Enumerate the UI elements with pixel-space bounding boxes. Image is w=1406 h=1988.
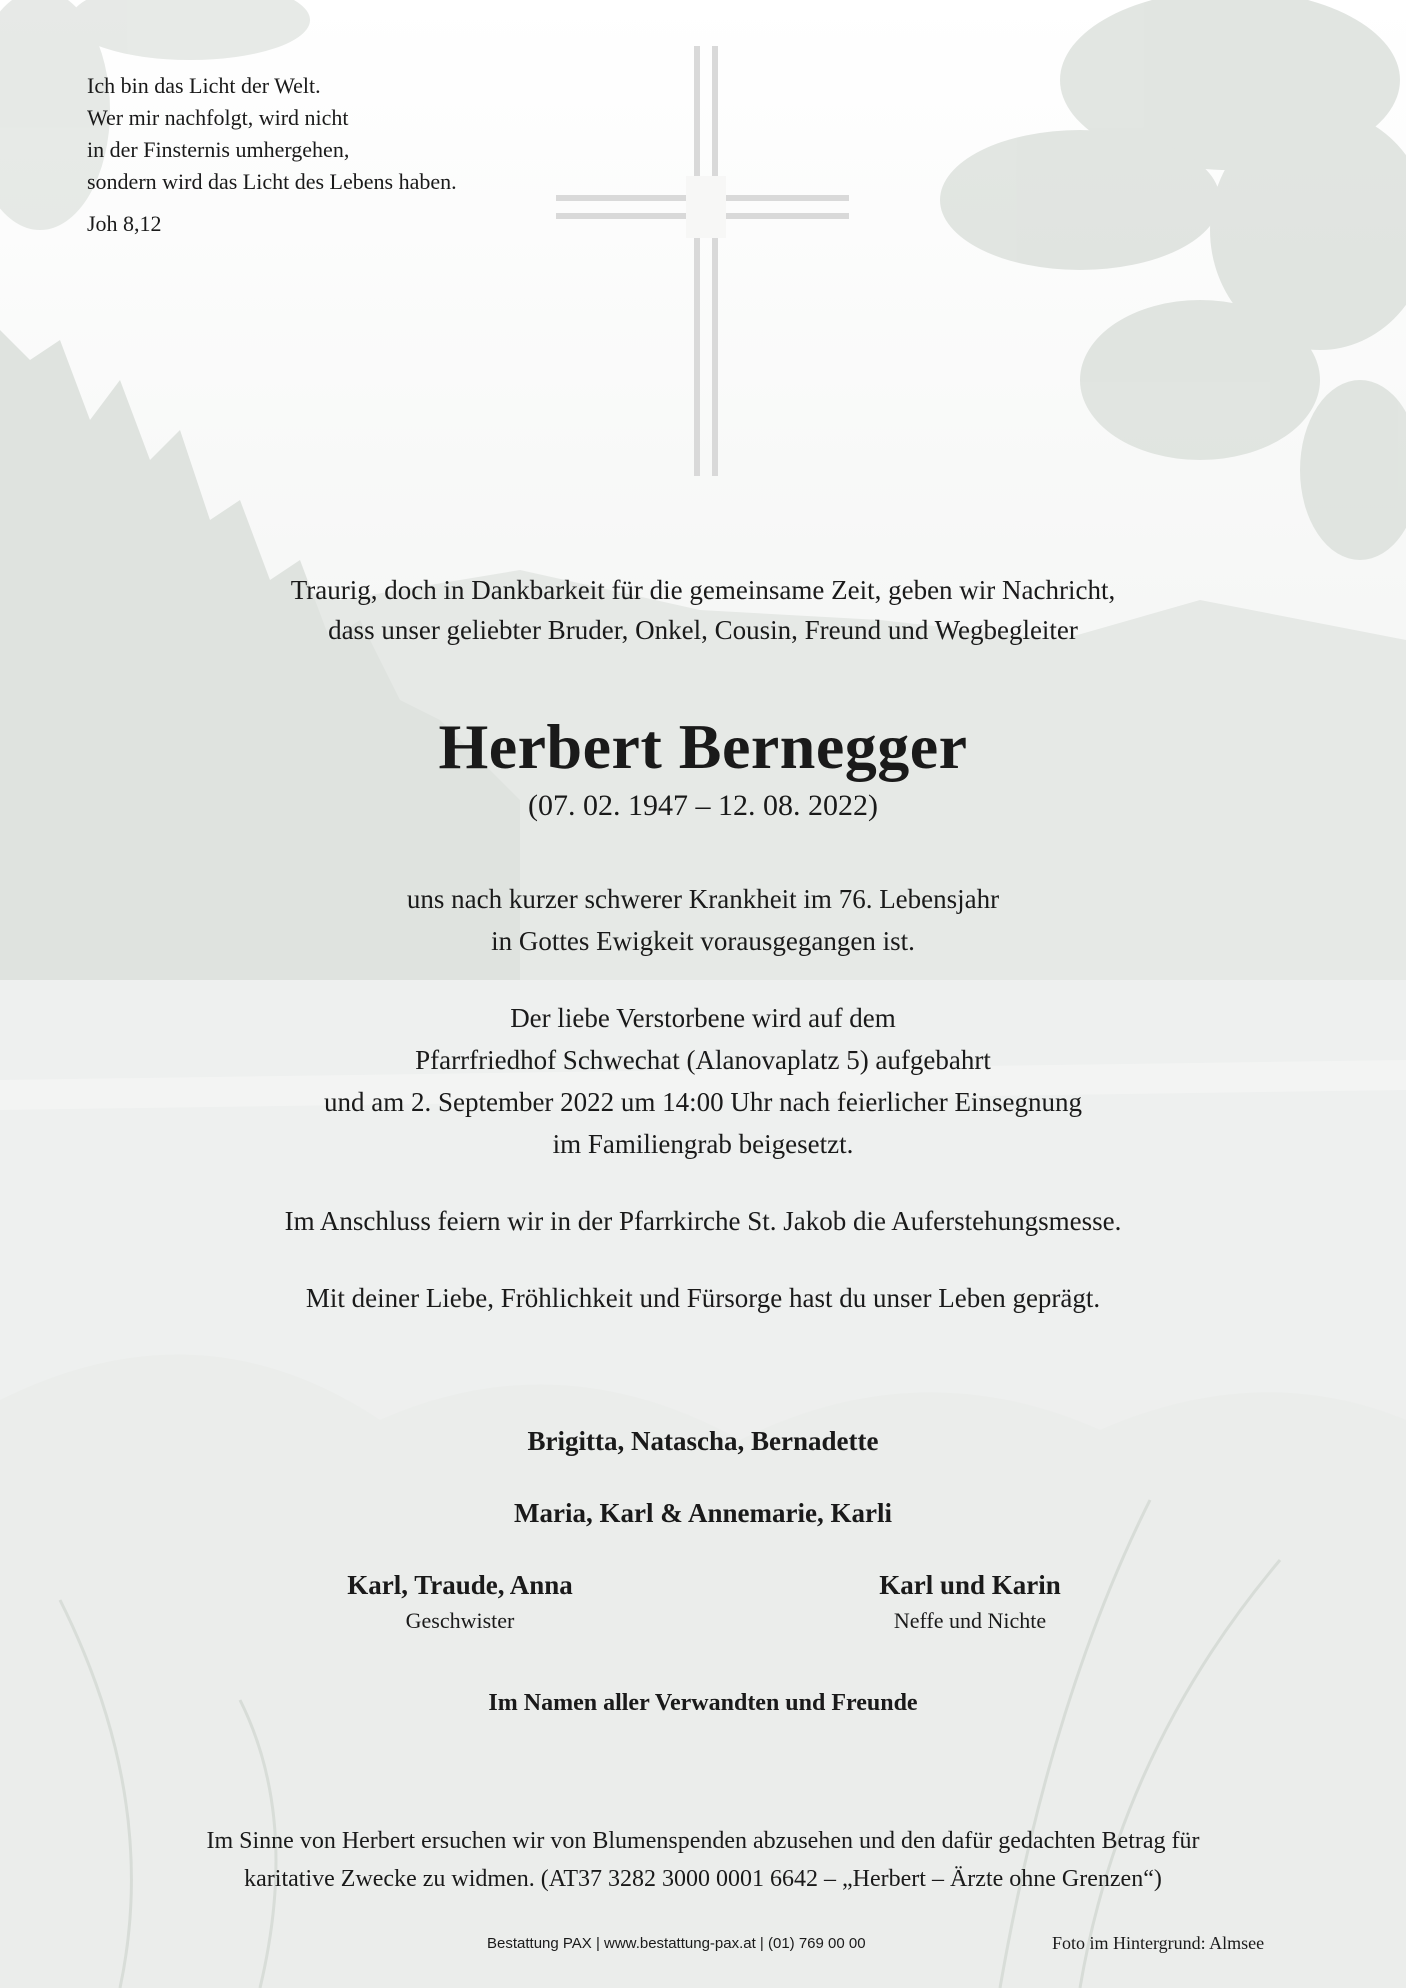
deceased-name: Herbert Bernegger	[438, 711, 968, 782]
donation-line: Im Sinne von Herbert ersuchen wir von Blumenspenden abzusehen und den dafür gedachten Betrag für	[206, 1828, 1200, 1854]
paragraph-line: uns nach kurzer schwerer Krankheit im 76. Lebensjahr	[406, 884, 1000, 914]
family-names-siblings: Karl, Traude, Anna	[347, 1570, 573, 1600]
family-names-nephew-niece: Karl und Karin	[879, 1570, 1061, 1600]
paragraph-line: Pfarrfriedhof Schwechat (Alanovaplatz 5) aufgebahrt	[415, 1045, 991, 1075]
verse-line: sondern wird das Licht des Lebens haben.	[87, 169, 457, 194]
cross-icon	[556, 46, 849, 476]
closing-line: Im Namen aller Verwandten und Freunde	[488, 1690, 918, 1716]
verse-line: Ich bin das Licht der Welt.	[87, 73, 321, 98]
family-names-1: Brigitta, Natascha, Bernadette	[527, 1426, 879, 1456]
verse-line: in der Finsternis umhergehen,	[87, 137, 350, 162]
family-relation-nephew-niece: Neffe und Nichte	[893, 1608, 1047, 1633]
bible-verse	[87, 70, 457, 240]
paragraph-passing	[0, 878, 1406, 962]
paragraph-tribute: Mit deiner Liebe, Fröhlichkeit und Fürsorge hast du unser Leben geprägt.	[305, 1283, 1101, 1313]
paragraph-funeral	[0, 997, 1406, 1165]
family-nephew-niece	[770, 1566, 1170, 1638]
footer-photo-credit: Foto im Hintergrund: Almsee	[1052, 1933, 1265, 1953]
intro-text	[0, 570, 1406, 650]
intro-line: dass unser geliebter Bruder, Onkel, Cousin, Freund und Wegbegleiter	[328, 615, 1078, 645]
donation-line: karitative Zwecke zu widmen. (AT37 3282 3000 0001 6642 – „Herbert – Ärzte ohne Grenzen“)	[244, 1866, 1162, 1892]
paragraph-line: in Gottes Ewigkeit vorausgegangen ist.	[491, 926, 915, 956]
paragraph-line: und am 2. September 2022 um 14:00 Uhr nach feierlicher Einsegnung	[323, 1087, 1083, 1117]
footer-company: Bestattung PAX | www.bestattung-pax.at | (01) 769 00 00	[487, 1935, 866, 1952]
intro-line: Traurig, doch in Dankbarkeit für die gemeinsame Zeit, geben wir Nachricht,	[290, 575, 1116, 605]
verse-line: Wer mir nachfolgt, wird nicht	[87, 105, 349, 130]
family-siblings	[260, 1566, 660, 1638]
paragraph-mass: Im Anschluss feiern wir in der Pfarrkirche St. Jakob die Auferstehungsmesse.	[284, 1206, 1122, 1236]
donation-note	[0, 1822, 1406, 1898]
paragraph-line: Der liebe Verstorbene wird auf dem	[510, 1003, 896, 1033]
verse-reference: Joh 8,12	[87, 211, 162, 236]
family-relation-siblings: Geschwister	[405, 1608, 515, 1633]
family-names-2: Maria, Karl & Annemarie, Karli	[514, 1498, 892, 1528]
paragraph-line: im Familiengrab beigesetzt.	[552, 1129, 854, 1159]
life-dates: (07. 02. 1947 – 12. 08. 2022)	[528, 789, 878, 822]
